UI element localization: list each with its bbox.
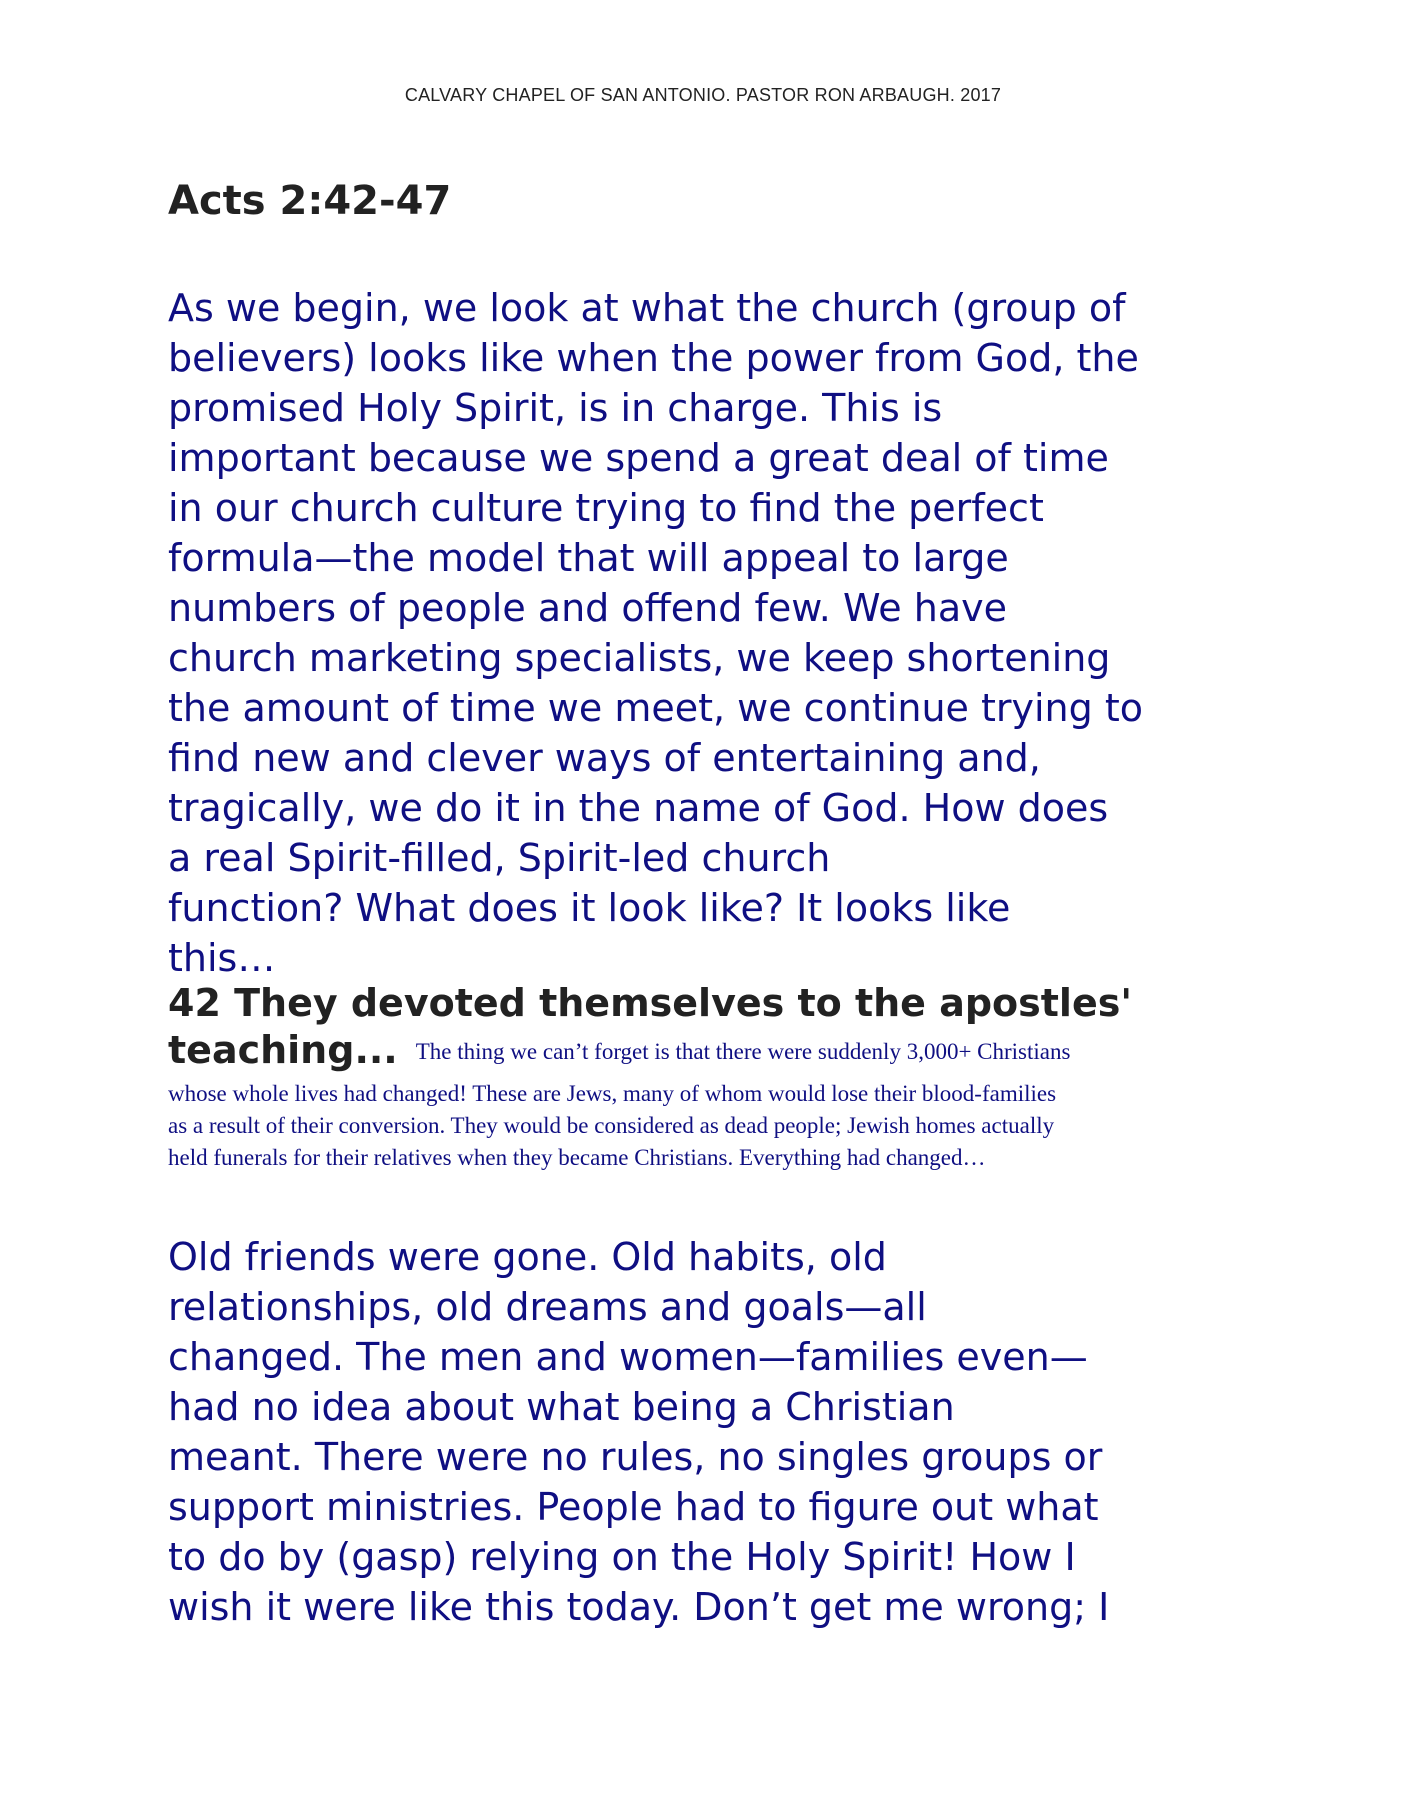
second-paragraph: [168, 1232, 1109, 1632]
text-line: relationships, old dreams and goals—all: [168, 1285, 927, 1329]
text-line: changed. The men and women—families even—: [168, 1335, 1088, 1379]
text-line: function? What does it look like? It looks like: [168, 886, 1011, 930]
text-line: numbers of people and offend few. We have: [168, 586, 1007, 630]
text-line: Old friends were gone. Old habits, old: [168, 1235, 887, 1279]
text-line: promised Holy Spirit, is in charge. This is: [168, 386, 943, 430]
verse-42-teaching: teaching...: [168, 1028, 398, 1072]
text-line: a real Spirit-filled, Spirit-led church: [168, 836, 831, 880]
text-line: to do by (gasp) relying on the Holy Spirit! How I: [168, 1535, 1076, 1579]
text-line: tragically, we do it in the name of God. How does: [168, 786, 1109, 830]
note-line: as a result of their conversion. They would be considered as dead people; Jewish homes actually: [168, 1113, 1055, 1138]
text-line: believers) looks like when the power from God, the: [168, 336, 1139, 380]
text-line: had no idea about what being a Christian: [168, 1385, 955, 1429]
commentary-note: [168, 1078, 1056, 1174]
text-line: church marketing specialists, we keep shortening: [168, 636, 1111, 680]
intro-paragraph: [168, 283, 1143, 983]
commentary-note-start: The thing we can’t forget is that there were suddenly 3,000+ Christians: [415, 1039, 1071, 1064]
text-line: As we begin, we look at what the church (group of: [168, 286, 1126, 330]
text-line: support ministries. People had to figure out what: [168, 1485, 1099, 1529]
note-line: held funerals for their relatives when they became Christians. Everything had changed…: [168, 1145, 986, 1170]
note-line: whose whole lives had changed! These are Jews, many of whom would lose their blood-families: [168, 1081, 1057, 1106]
text-line: find new and clever ways of entertaining and,: [168, 736, 1041, 780]
text-line: meant. There were no rules, no singles groups or: [168, 1435, 1103, 1479]
text-line: the amount of time we meet, we continue trying to: [168, 686, 1143, 730]
text-line: formula—the model that will appeal to large: [168, 536, 1009, 580]
page-header: CALVARY CHAPEL OF SAN ANTONIO. PASTOR RON ARBAUGH. 2017: [404, 85, 1002, 105]
text-line: in our church culture trying to find the perfect: [168, 486, 1044, 530]
text-line: wish it were like this today. Don’t get me wrong; I: [168, 1585, 1110, 1629]
page-title: Acts 2:42-47: [168, 178, 452, 224]
text-line: this…: [168, 936, 276, 980]
text-line: important because we spend a great deal of time: [168, 436, 1109, 480]
verse-42-continuation: [168, 1028, 1070, 1072]
verse-42-heading: 42 They devoted themselves to the apostles': [168, 981, 1132, 1025]
